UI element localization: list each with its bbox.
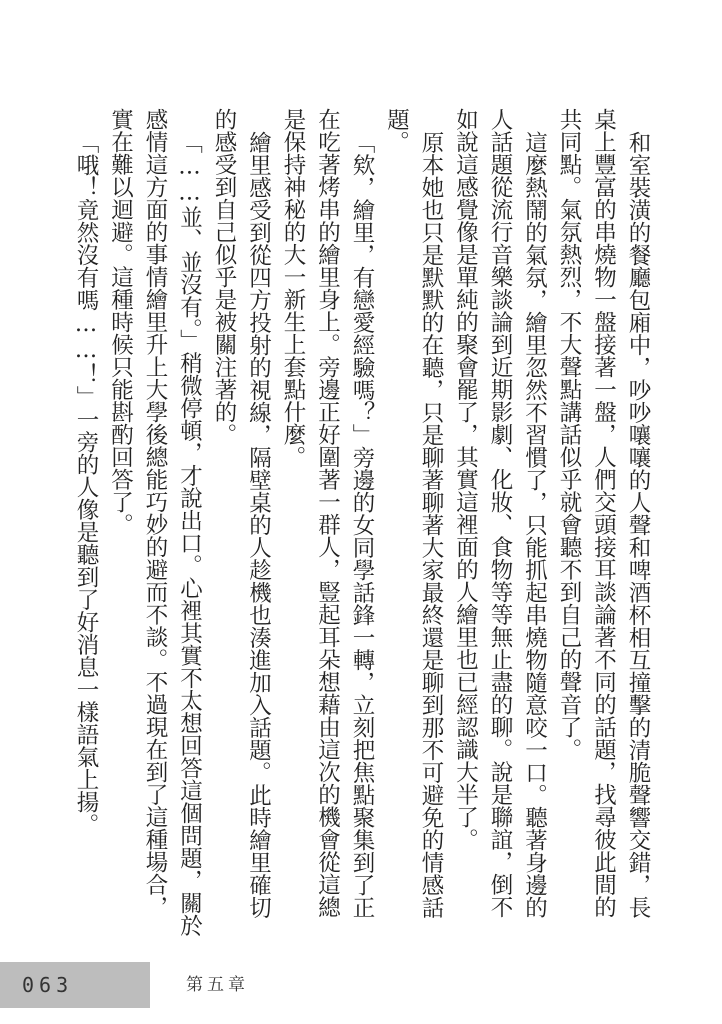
paragraph: 和室裝潢的餐廳包廂中，吵吵嚷嚷的人聲和啤酒杯相互撞擊的清脆聲響交錯，長桌上豐富的串燒物一盤接著一盤，人們交頭接耳談論著不同的話題，找尋彼此間的共同點。氣氛熱烈，不大聲點講話似乎就會聽不到自己的聲音了。 xyxy=(556,108,651,918)
chapter-label: 第五章 xyxy=(186,975,249,995)
paragraph: 「欸，繪里，有戀愛經驗嗎？」旁邊的女同學話鋒一轉，立刻把焦點聚集到了正在吃著烤串的繪里身上。旁邊正好圍著一群人，豎起耳朵想藉由這次的機會從這總是保持神秘的大一新生上套點什麼。 xyxy=(280,108,375,918)
paragraph: 「……並、並沒有。」稍微停頓，才說出口。心裡其實不太想回答這個問題，關於感情這方面的事情繪里升上大學後總能巧妙的避而不談。不過現在到了這種場合，實在難以迴避。這種時候只能斟酌回答了。 xyxy=(107,108,203,937)
paragraph: 「哦！竟然沒有嗎……！」一旁的人像是聽到了好消息一樣語氣上揚。 xyxy=(73,130,99,835)
paragraph: 原本她也只是默默的在聽，只是聊著聊著大家最終還是聊到那不可避免的情感話題。 xyxy=(383,108,444,918)
body-text xyxy=(55,108,655,938)
paragraph: 繪里感受到從四方投射的視線，隔壁桌的人趁機也湊進加入話題。此時繪里確切的感受到自己似乎是被關注著的。 xyxy=(211,108,272,918)
page-number: 063 xyxy=(22,973,74,997)
paragraph: 這麼熱鬧的氣氛，繪里忽然不習慣了，只能抓起串燒物隨意咬一口。聽著身邊的人話題從流行音樂談論到近期影劇、化妝、食物等等無止盡的聊。說是聯誼，倒不如說這感覺像是單純的聚會罷了，其實這裡面的人繪里也已經認識大半了。 xyxy=(452,108,548,918)
